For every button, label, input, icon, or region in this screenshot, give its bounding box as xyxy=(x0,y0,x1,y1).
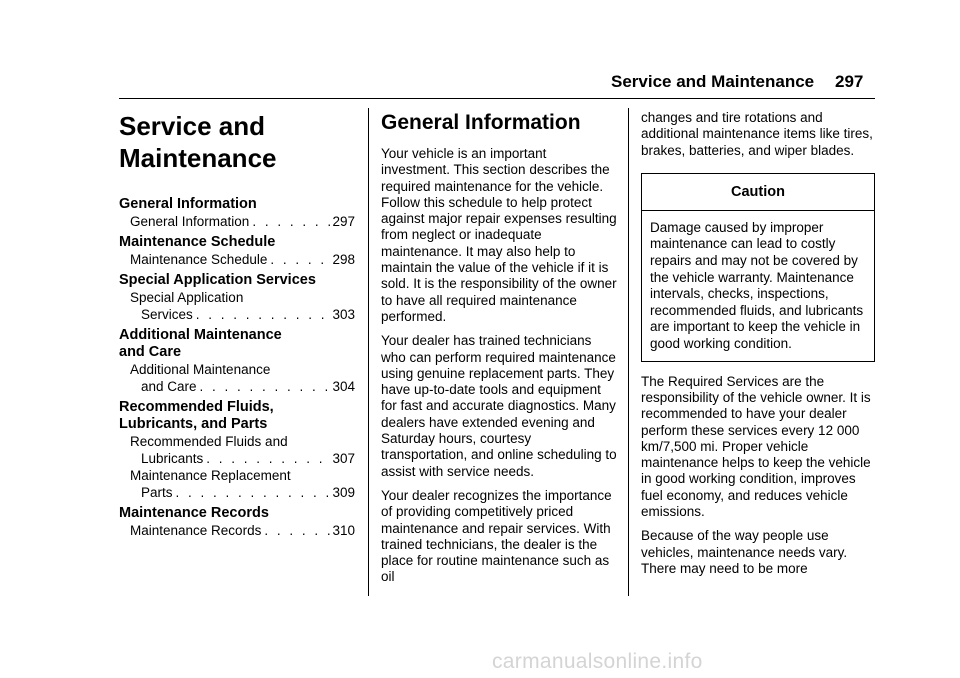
toc-entry-label: Maintenance Schedule xyxy=(130,252,268,267)
body-paragraph: Your vehicle is an important investment. This section describes the required maintenance for the vehicle. Follow this schedule to help protect against major repair expenses resulting from neglect or inadequate maintenance. It may also help to maintain the value of the vehicle if it is sold. It is the responsibility of the owner to have all required maintenance performed. xyxy=(381,146,617,324)
toc-entry-label: Maintenance Replacement xyxy=(130,468,291,483)
main-heading: General Information xyxy=(381,111,581,134)
section-title xyxy=(119,110,319,174)
body-paragraph: changes and tire rotations and additional maintenance items like tires, brakes, batteries, and wiper blades. xyxy=(641,110,873,158)
toc-group xyxy=(119,399,355,501)
toc-entry[interactable] xyxy=(119,467,355,501)
running-header-title: Service and Maintenance xyxy=(611,72,815,91)
body-paragraph: Your dealer has trained technicians who can perform required maintenance using genuine replacement parts. They have up-to-date tools and equipment for fast and accurate diagnostics. Many dealers have extended evening and Saturday hours, courtesy transportation, and online scheduling to assist with service needs. xyxy=(381,333,617,479)
toc-entry[interactable] xyxy=(119,361,355,395)
toc-group xyxy=(119,272,355,323)
body-paragraph: Because of the way people use vehicles, maintenance needs vary. There may need to be more xyxy=(641,528,848,576)
toc-entry-label: Special Application xyxy=(130,290,244,305)
toc-heading[interactable]: Special Application Services xyxy=(119,272,316,288)
toc-entry[interactable] xyxy=(119,213,355,230)
toc-entry-label: Parts xyxy=(141,485,173,500)
toc-heading[interactable]: Maintenance Records xyxy=(119,505,269,521)
watermark: carmanualsonline.info xyxy=(492,650,703,673)
toc-group xyxy=(119,234,355,268)
column-divider xyxy=(368,108,369,596)
toc-group xyxy=(119,327,355,395)
page-number: 297 xyxy=(835,72,864,91)
toc-heading[interactable]: General Information xyxy=(119,196,257,212)
toc-entry[interactable] xyxy=(119,433,355,467)
toc-entry[interactable] xyxy=(119,251,355,268)
toc-entry-page: 303 xyxy=(332,307,355,322)
header-divider xyxy=(119,98,875,99)
toc-heading[interactable]: Additional Maintenance and Care xyxy=(119,327,282,360)
toc-entry-page: 298 xyxy=(332,252,355,267)
toc-entry-page: 309 xyxy=(332,485,355,500)
toc-entry-page: 297 xyxy=(332,214,355,229)
caution-box xyxy=(641,173,875,362)
toc-column xyxy=(119,110,355,543)
toc-entry-label: Additional Maintenance xyxy=(130,362,271,377)
toc-group xyxy=(119,505,355,539)
toc-group xyxy=(119,196,355,230)
column-divider xyxy=(628,108,629,596)
toc-entry-label: Lubricants xyxy=(141,451,204,466)
body-paragraph: The Required Services are the responsibility of the vehicle owner. It is recommended to have your dealer perform these services every 12 000 km/7,500 mi. Proper vehicle maintenance helps to keep the vehicle in good working condition, improves fuel economy, and reduces vehicle emissions. xyxy=(641,373,871,520)
toc-entry-label: Services xyxy=(141,307,193,322)
toc-entry-label: Maintenance Records xyxy=(130,523,262,538)
section-title-line: Service and xyxy=(119,111,265,141)
toc-entry-label: and Care xyxy=(141,379,197,394)
toc-entry-page: 307 xyxy=(332,451,355,466)
right-column xyxy=(641,110,877,585)
toc-entry-page: 304 xyxy=(332,379,355,394)
toc-entry-label: Recommended Fluids and xyxy=(130,434,288,449)
body-paragraph: Your dealer recognizes the importance of providing competitively priced maintenance and repair services. With trained technicians, the dealer is the place for routine maintenance such as oil xyxy=(381,487,612,585)
toc-heading[interactable]: Maintenance Schedule xyxy=(119,234,276,250)
toc-heading[interactable]: Recommended Fluids, Lubricants, and Parts xyxy=(119,399,274,432)
caution-title: Caution xyxy=(642,174,874,211)
main-column xyxy=(381,110,617,594)
caution-body: Damage caused by improper maintenance can lead to costly repairs and may not be covered by the vehicle warranty. Maintenance intervals, checks, inspections, recommended fluids, and lubricants are important to keep the vehicle in good working condition. xyxy=(650,219,864,352)
section-title-line: Maintenance xyxy=(119,143,277,173)
toc-entry[interactable] xyxy=(119,289,355,323)
toc-entry[interactable] xyxy=(119,522,355,539)
toc-entry-label: General Information xyxy=(130,214,250,229)
toc-entry-page: 310 xyxy=(332,523,355,538)
